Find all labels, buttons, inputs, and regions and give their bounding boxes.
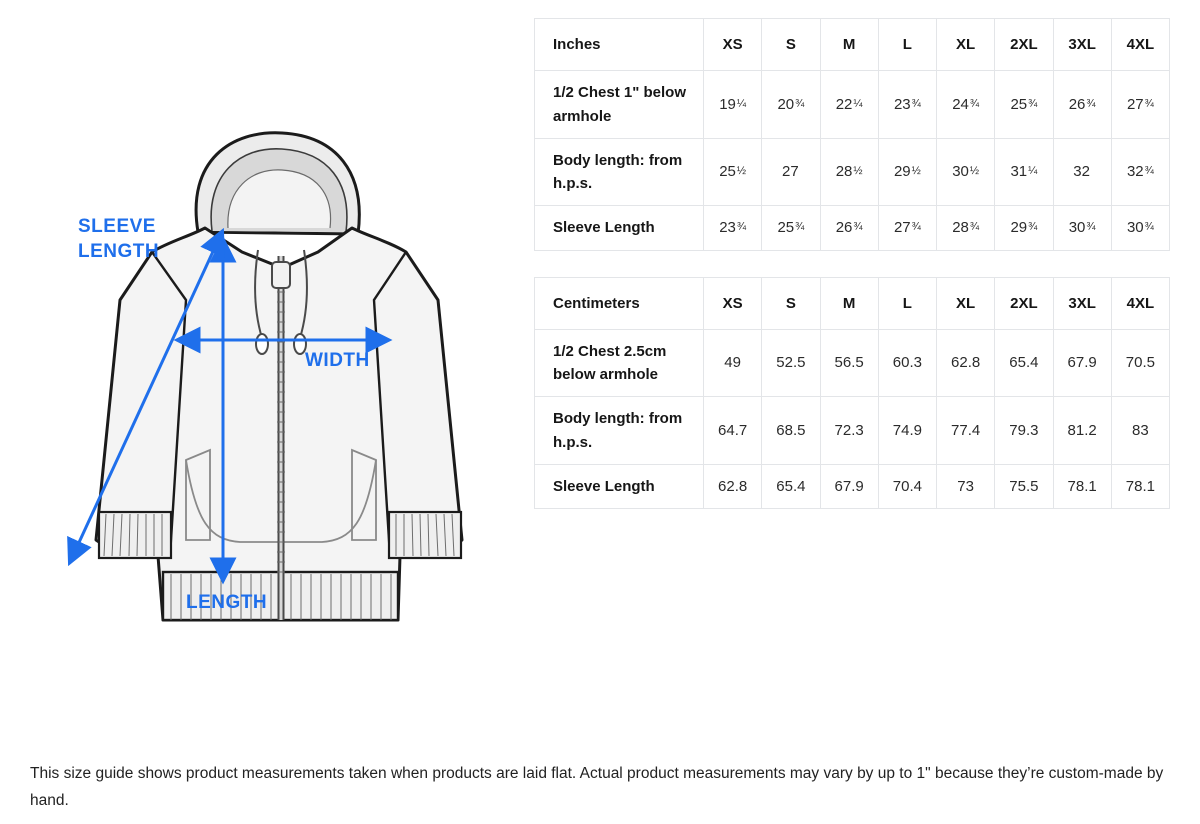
table-row — [535, 71, 1170, 139]
cell: 26¾ — [820, 206, 878, 250]
cell: 32¾ — [1111, 138, 1169, 206]
size-tables — [534, 18, 1170, 509]
cell: 31¼ — [995, 138, 1053, 206]
cell: 30¾ — [1053, 206, 1111, 250]
cell: 30½ — [937, 138, 995, 206]
table-row — [535, 464, 1170, 508]
cell: 78.1 — [1053, 464, 1111, 508]
width-label: WIDTH — [305, 350, 370, 371]
unit-header: Inches — [535, 19, 704, 71]
row-label-sleeve-length: Sleeve Length — [535, 206, 704, 250]
cell: 75.5 — [995, 464, 1053, 508]
cell: 25½ — [704, 138, 762, 206]
cell: 29¾ — [995, 206, 1053, 250]
cell: 28¾ — [937, 206, 995, 250]
col-header-4xl: 4XL — [1111, 277, 1169, 329]
hoodie-drawing — [96, 133, 462, 620]
table-row — [535, 206, 1170, 250]
cell: 72.3 — [820, 397, 878, 465]
cell: 24¾ — [937, 71, 995, 139]
cell: 29½ — [878, 138, 936, 206]
col-header-xl: XL — [937, 19, 995, 71]
table-row — [535, 397, 1170, 465]
cell: 22¼ — [820, 71, 878, 139]
cell: 25¾ — [995, 71, 1053, 139]
cell: 74.9 — [878, 397, 936, 465]
col-header-m: M — [820, 277, 878, 329]
cell: 27¾ — [1111, 71, 1169, 139]
unit-header: Centimeters — [535, 277, 704, 329]
col-header-xl: XL — [937, 277, 995, 329]
sleeve-length-label-line2: LENGTH — [78, 241, 160, 262]
col-header-3xl: 3XL — [1053, 19, 1111, 71]
cell: 79.3 — [995, 397, 1053, 465]
col-header-l: L — [878, 19, 936, 71]
cell: 62.8 — [937, 329, 995, 397]
col-header-3xl: 3XL — [1053, 277, 1111, 329]
size-guide-footnote: This size guide shows product measurements taken when products are laid flat. Actual product measurements may vary by up to 1" because they’re custom-made by hand. — [30, 765, 1164, 810]
cell: 67.9 — [1053, 329, 1111, 397]
col-header-s: S — [762, 277, 820, 329]
table-header-row — [535, 277, 1170, 329]
hoodie-illustration — [0, 0, 520, 740]
cell: 68.5 — [762, 397, 820, 465]
hoodie-diagram-svg — [0, 0, 520, 740]
cell: 65.4 — [762, 464, 820, 508]
sleeve-length-label-line1: SLEEVE — [78, 216, 156, 237]
cell: 56.5 — [820, 329, 878, 397]
col-header-4xl: 4XL — [1111, 19, 1169, 71]
cell: 20¾ — [762, 71, 820, 139]
cell: 30¾ — [1111, 206, 1169, 250]
cell: 49 — [704, 329, 762, 397]
cell: 62.8 — [704, 464, 762, 508]
inches-table — [534, 18, 1170, 251]
cell: 73 — [937, 464, 995, 508]
row-label-body-length: Body length: from h.p.s. — [535, 138, 704, 206]
cell: 27¾ — [878, 206, 936, 250]
cell: 52.5 — [762, 329, 820, 397]
centimeters-table — [534, 277, 1170, 510]
table-row — [535, 138, 1170, 206]
col-header-2xl: 2XL — [995, 277, 1053, 329]
cell: 67.9 — [820, 464, 878, 508]
cell: 32 — [1053, 138, 1111, 206]
col-header-s: S — [762, 19, 820, 71]
cell: 81.2 — [1053, 397, 1111, 465]
col-header-m: M — [820, 19, 878, 71]
row-label-sleeve-length: Sleeve Length — [535, 464, 704, 508]
cell: 28½ — [820, 138, 878, 206]
table-row — [535, 329, 1170, 397]
row-label-body-length: Body length: from h.p.s. — [535, 397, 704, 465]
cell: 23¾ — [878, 71, 936, 139]
cell: 60.3 — [878, 329, 936, 397]
cell: 70.5 — [1111, 329, 1169, 397]
table-header-row — [535, 19, 1170, 71]
cell: 26¾ — [1053, 71, 1111, 139]
cell: 19¼ — [704, 71, 762, 139]
cell: 23¾ — [704, 206, 762, 250]
cell: 83 — [1111, 397, 1169, 465]
col-header-xs: XS — [704, 19, 762, 71]
row-label-chest: 1/2 Chest 1" below armhole — [535, 71, 704, 139]
col-header-2xl: 2XL — [995, 19, 1053, 71]
col-header-xs: XS — [704, 277, 762, 329]
cell: 27 — [762, 138, 820, 206]
cell: 65.4 — [995, 329, 1053, 397]
cell: 70.4 — [878, 464, 936, 508]
cell: 25¾ — [762, 206, 820, 250]
row-label-chest: 1/2 Chest 2.5cm below armhole — [535, 329, 704, 397]
length-label: LENGTH — [186, 592, 268, 613]
cell: 64.7 — [704, 397, 762, 465]
col-header-l: L — [878, 277, 936, 329]
cell: 78.1 — [1111, 464, 1169, 508]
cell: 77.4 — [937, 397, 995, 465]
